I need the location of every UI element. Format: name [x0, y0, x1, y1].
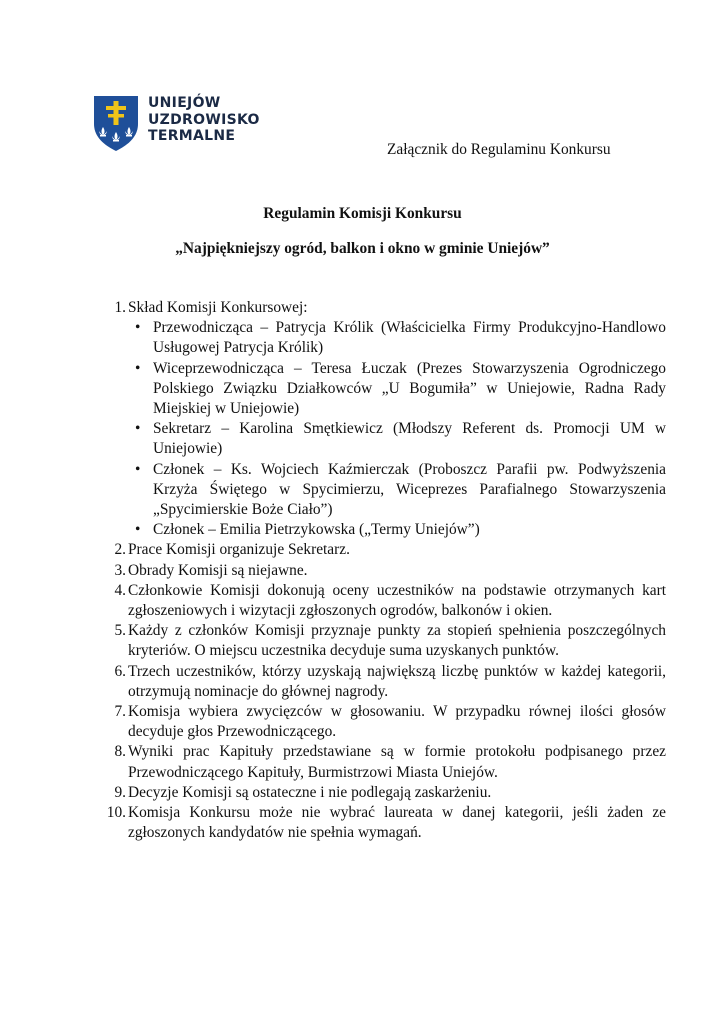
logo-line-1: UNIEJÓW [148, 95, 221, 111]
member-text: Członek – Emilia Pietrzykowska („Termy Uniejów”) [153, 521, 480, 539]
member-text: Przewodnicząca – Patrycja Królik (Właścicielka Firmy Produkcyjno-Handlowo Usługowej Patrycja Królik) [153, 319, 666, 357]
item-text: Wyniki prac Kapituły przedstawiane są w formie protokołu podpisanego przez Przewodniczącego Kapituły, Burmistrzowi Miasta Uniejów. [128, 743, 666, 781]
item-text: Decyzje Komisji są ostateczne i nie podlegają zaskarżeniu. [128, 783, 492, 801]
regulations-list [100, 298, 666, 843]
item-number: 4. [114, 581, 126, 599]
member-item [128, 460, 666, 521]
list-item [100, 581, 666, 621]
item-number: 5. [114, 622, 126, 640]
list-item [100, 803, 666, 843]
item-number: 2. [114, 541, 126, 559]
shield-emblem-icon [92, 94, 140, 152]
item-text: Komisja wybiera zwycięzców w głosowaniu. W przypadku równej ilości głosów decyduje głos Przewodniczącego. [128, 703, 666, 741]
item-number: 3. [114, 561, 126, 579]
member-item [128, 520, 666, 540]
item-number: 1. [114, 299, 126, 316]
item-number: 9. [114, 783, 126, 801]
bullet-icon: • [135, 460, 141, 478]
logo-wordmark [148, 95, 260, 145]
item-text: Obrady Komisji są niejawne. [128, 561, 308, 579]
list-item [100, 561, 666, 581]
item-text: Każdy z członków Komisji przyznaje punkty za stopień spełnienia poszczególnych kryteriów. O miejscu uczestnika decyduje suma uzyskanych punktów. [128, 622, 666, 660]
list-item [100, 783, 666, 803]
list-item [100, 621, 666, 661]
item-number: 8. [114, 743, 126, 761]
bullet-icon: • [135, 319, 141, 337]
item-number: 6. [114, 662, 126, 680]
bullet-icon: • [135, 420, 141, 438]
bullet-icon: • [135, 359, 141, 377]
member-item [128, 419, 666, 459]
attachment-note: Załącznik do Regulaminu Konkursu [387, 141, 611, 158]
uniejow-logo [92, 94, 262, 154]
member-item [128, 359, 666, 420]
committee-members [128, 318, 666, 540]
list-item [100, 702, 666, 742]
item-number: 10. [106, 804, 126, 822]
contest-title: „Najpiękniejszy ogród, balkon i okno w gminie Uniejów” [175, 240, 550, 257]
item-text: Członkowie Komisji dokonują oceny uczestników na podstawie otrzymanych kart zgłoszeniowych i wizytacji zgłoszonych ogrodów, balkonów i okien. [128, 581, 666, 620]
item-text: Skład Komisji Konkursowej: [128, 299, 308, 316]
list-item [100, 298, 666, 540]
member-text: Wiceprzewodnicząca – Teresa Łuczak (Prezes Stowarzyszenia Ogrodniczego Polskiego Związku Działkowców „U Bogumiła” w Uniejowie, Radna Rady Miejskiej w Uniejowie) [153, 359, 666, 418]
list-item [100, 540, 666, 560]
item-text: Prace Komisji organizuje Sekretarz. [128, 541, 350, 559]
logo-line-2: UZDROWISKO [148, 111, 260, 128]
member-text: Sekretarz – Karolina Smętkiewicz (Młodszy Referent ds. Promocji UM w Uniejowie) [153, 420, 666, 458]
bullet-icon: • [135, 521, 141, 539]
document-title: Regulamin Komisji Konkursu [263, 205, 462, 222]
member-text: Członek – Ks. Wojciech Kaźmierczak (Proboszcz Parafii pw. Podwyższenia Krzyża Świętego w Spycimierzu, Wiceprezes Parafialnego Stowarzyszenia „Spycimierskie Boże Ciało”) [153, 460, 666, 519]
list-item [100, 742, 666, 782]
item-text: Trzech uczestników, którzy uzyskają największą liczbę punktów w każdej kategorii, otrzymują nominacje do głównej nagrody. [128, 662, 666, 700]
item-text: Komisja Konkursu może nie wybrać laureata w danej kategorii, jeśli żaden ze zgłoszonych kandydatów nie spełnia wymagań. [128, 804, 666, 842]
logo-line-3: TERMALNE [148, 128, 236, 144]
item-number: 7. [114, 703, 126, 721]
list-item [100, 662, 666, 702]
member-item [128, 318, 666, 358]
